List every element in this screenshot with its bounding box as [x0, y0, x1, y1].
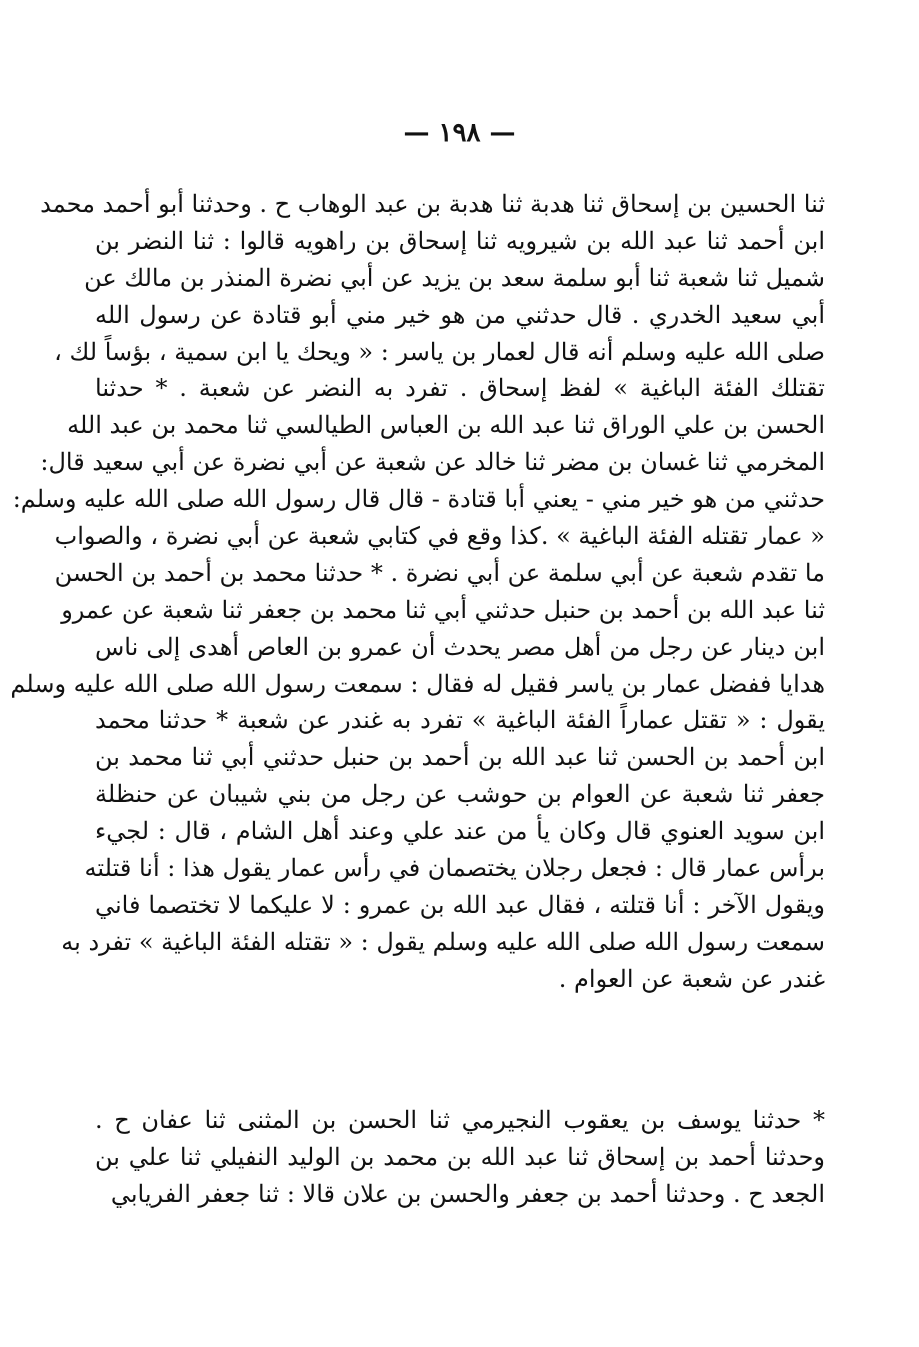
text-line: « عمار تقتله الفئة الباغية » .كذا وقع في كتابي شعبة عن أبي نضرة ، والصواب [54, 522, 825, 551]
text-line: ويقول الآخر : أنا قتلته ، فقال عبد الله بن عمرو : لا عليكما لا تختصما فاني [95, 890, 825, 919]
text-line: الحسن بن علي الوراق ثنا عبد الله بن العباس الطيالسي ثنا محمد بن عبد الله [67, 411, 825, 440]
second-text-paragraph [95, 1102, 825, 1213]
text-line: ما تقدم شعبة عن أبي سلمة عن أبي نضرة . * حدثنا محمد بن أحمد بن الحسن [54, 558, 825, 587]
page-number: — ١٩٨ — [403, 118, 516, 148]
text-line: تقتلك الفئة الباغية » لفظ إسحاق . تفرد به النضر عن شعبة . * حدثنا [95, 374, 825, 403]
text-line: ابن دينار عن رجل من أهل مصر يحدث أن عمرو بن العاص أهدى إلى ناس [95, 632, 825, 661]
text-line: ابن أحمد بن الحسن ثنا عبد الله بن أحمد بن حنبل حدثني أبي ثنا محمد بن [95, 743, 825, 772]
main-text-paragraph [10, 186, 825, 998]
text-line: سمعت رسول الله صلى الله عليه وسلم يقول : « تقتله الفئة الباغية » تفرد به [61, 927, 825, 956]
text-line: وحدثنا أحمد بن إسحاق ثنا عبد الله بن محمد بن الوليد النفيلي ثنا علي بن [95, 1142, 825, 1171]
text-line: غندر عن شعبة عن العوام . [558, 964, 825, 993]
text-line: ثنا عبد الله بن أحمد بن حنبل حدثني أبي ثنا محمد بن جعفر ثنا شعبة عن عمرو [61, 595, 825, 624]
text-line: صلى الله عليه وسلم أنه قال لعمار بن ياسر : « ويحك يا ابن سمية ، بؤساً لك ، [54, 337, 825, 366]
text-line: أبي سعيد الخدري . قال حدثني من هو خير مني أبو قتادة عن رسول الله [95, 300, 825, 329]
text-line: ابن سويد العنوي قال وكان يأ من عند علي وعند أهل الشام ، قال : لجيء [95, 817, 825, 846]
text-line: ثنا الحسين بن إسحاق ثنا هدبة ثنا هدبة بن عبد الوهاب ح . وحدثنا أبو أحمد محمد [40, 190, 825, 218]
text-line: المخرمي ثنا غسان بن مضر ثنا خالد عن شعبة عن أبي نضرة عن أبي سعيد قال: [40, 448, 825, 477]
text-line: * حدثنا يوسف بن يعقوب النجيرمي ثنا الحسن بن المثنى ثنا عفان ح . [95, 1106, 825, 1134]
text-line: حدثني من هو خير مني - يعني أبا قتادة - قال قال رسول الله صلى الله عليه وسلم: [12, 485, 825, 514]
text-line: برأس عمار قال : فجعل رجلان يختصمان في رأس عمار يقول هذا : أنا قتلته [84, 854, 825, 883]
text-line: يقول : « تقتل عماراً الفئة الباغية » تفرد به غندر عن شعبة * حدثنا محمد [95, 706, 825, 735]
text-line: هدايا ففضل عمار بن ياسر فقيل له فقال : سمعت رسول الله صلى الله عليه وسلم [10, 669, 825, 698]
text-line: الجعد ح . وحدثنا أحمد بن جعفر والحسن بن علان قالا : ثنا جعفر الفريابي [110, 1179, 825, 1208]
text-line: ابن أحمد ثنا عبد الله بن شيرويه ثنا إسحاق بن راهويه قالوا : ثنا النضر بن [95, 226, 825, 255]
text-line: جعفر ثنا شعبة عن العوام بن حوشب عن رجل من بني شيبان عن حنظلة [95, 780, 825, 809]
text-line: شميل ثنا شعبة ثنا أبو سلمة سعد بن يزيد عن أبي نضرة المنذر بن مالك عن [84, 263, 825, 292]
